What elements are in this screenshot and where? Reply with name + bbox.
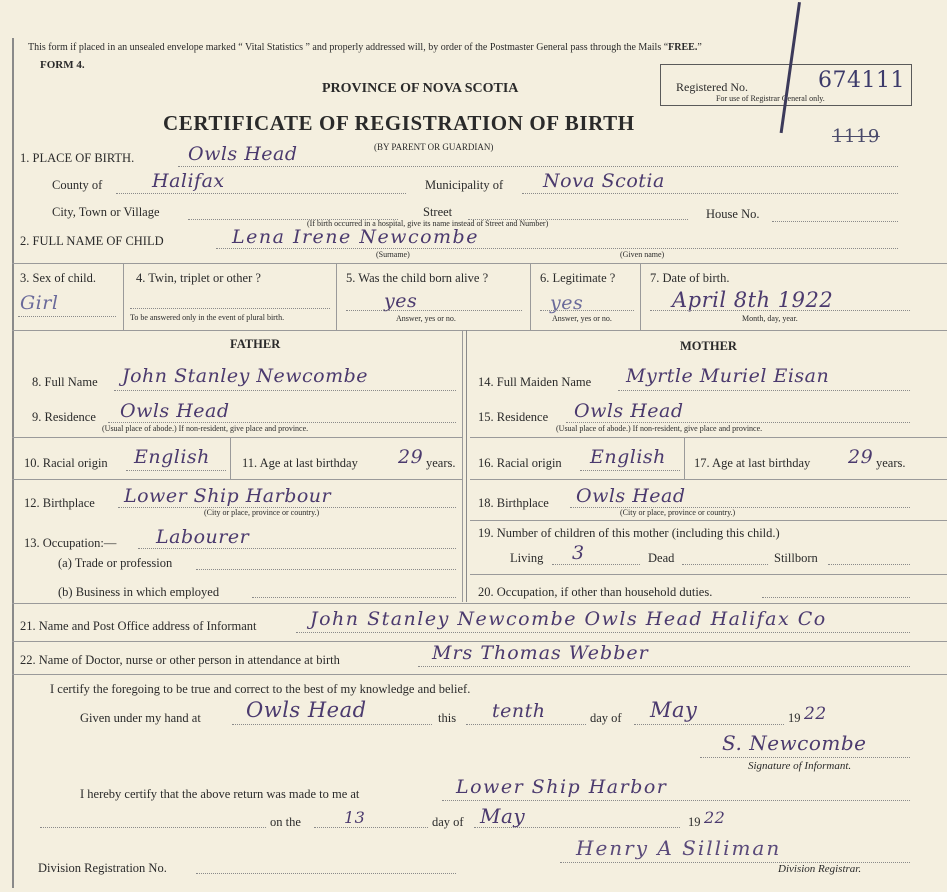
father-residence-value: Owls Head: [120, 400, 230, 422]
registrar-place-line: [442, 800, 910, 801]
street-label: Street: [423, 205, 453, 219]
given-place-value: Owls Head: [246, 698, 367, 722]
father-trade-label: (a) Trade or profession: [58, 556, 173, 570]
certify-month-line: [634, 724, 784, 725]
father-name-value: John Stanley Newcombe: [122, 365, 369, 387]
form-number: FORM 4.: [40, 59, 85, 71]
father-residence-note: (Usual place of abode.) If non-resident, give place and province.: [102, 424, 309, 433]
mother-racial-line: [580, 470, 680, 471]
mother-birthplace-note: (City or place, province or country.): [620, 508, 736, 517]
crossed-number: 1119: [832, 126, 880, 147]
registered-label: Registered No.: [676, 80, 748, 94]
house-line: [772, 221, 898, 222]
mother-living-label: Living: [510, 551, 544, 565]
born-alive-line: [346, 310, 522, 311]
mother-residence-label: 15. Residence: [478, 410, 549, 424]
date-of-birth-note: Month, day, year.: [742, 314, 798, 323]
father-residence-line: [108, 422, 456, 423]
child-name-value: Lena Irene Newcombe: [232, 226, 479, 248]
municipality-line: [522, 193, 898, 194]
left-margin-rule: [12, 38, 14, 888]
mother-racial-value: English: [590, 446, 666, 468]
father-name-label: 8. Full Name: [32, 375, 98, 389]
sex-value: Girl: [20, 292, 59, 314]
mother-birthplace-value: Owls Head: [576, 485, 686, 507]
place-of-birth-value: Owls Head: [188, 143, 298, 165]
mother-rule: [470, 437, 947, 438]
certify-month-value: May: [650, 698, 698, 722]
county-line: [116, 193, 406, 194]
twin-note: To be answered only in the event of plural birth.: [130, 313, 285, 322]
surname-note: (Surname): [376, 250, 410, 259]
mother-stillborn-line: [828, 564, 910, 565]
on-the-label: on the: [270, 815, 301, 829]
father-birthplace-note: (City or place, province or country.): [204, 508, 320, 517]
father-rule: [12, 479, 462, 480]
this-label: this: [438, 711, 457, 725]
place-of-birth-line: [178, 166, 898, 167]
street-note: (If birth occurred in a hospital, give its name instead of Street and Number): [307, 219, 549, 228]
row3-bottom-rule: [12, 330, 947, 331]
legitimate-line: [540, 310, 634, 311]
doctor-line: [418, 666, 910, 667]
twin-label: 4. Twin, triplet or other ?: [136, 271, 261, 285]
certify-year-printed: 19: [788, 711, 801, 725]
parents-divider-inner: [462, 330, 463, 602]
doctor-value: Mrs Thomas Webber: [432, 642, 649, 664]
born-alive-value: yes: [384, 290, 418, 312]
father-business-label: (b) Business in which employed: [58, 585, 220, 599]
county-label: County of: [52, 178, 103, 192]
certify-day-line: [466, 724, 586, 725]
father-name-line: [114, 390, 456, 391]
registrar-day-of-label: day of: [432, 815, 464, 829]
row3-divider: [336, 263, 337, 330]
father-trade-line: [196, 569, 456, 570]
legitimate-note: Answer, yes or no.: [552, 314, 612, 323]
mother-living-line: [552, 564, 640, 565]
division-registration-line: [196, 873, 456, 874]
informant-value: John Stanley Newcombe Owls Head Halifax Co: [310, 608, 827, 630]
registered-number-value: 674111: [818, 68, 905, 93]
registrar-month-line: [474, 827, 680, 828]
informant-signature: S. Newcombe: [722, 731, 867, 755]
twin-line: [130, 308, 330, 309]
signature-of-informant-label: Signature of Informant.: [748, 760, 852, 772]
mother-dead-line: [682, 564, 768, 565]
date-of-birth-value: April 8th 1922: [672, 288, 834, 312]
doctor-label: 22. Name of Doctor, nurse or other person in attendance at birth: [20, 653, 340, 667]
certify-statement: I certify the foregoing to be true and correct to the best of my knowledge and belief.: [50, 682, 471, 696]
mother-rule: [470, 574, 947, 575]
registrar-day-value: 13: [344, 808, 366, 827]
mother-dead-label: Dead: [648, 551, 675, 565]
informant-label: 21. Name and Post Office address of Informant: [20, 619, 257, 633]
registrar-signature: Henry A Silliman: [576, 836, 782, 860]
county-value: Halifax: [152, 170, 225, 192]
mother-name-line: [618, 390, 910, 391]
date-of-birth-line: [650, 310, 910, 311]
mother-birthplace-label: 18. Birthplace: [478, 496, 549, 510]
born-alive-label: 5. Was the child born alive ?: [346, 271, 489, 285]
mother-rule: [470, 520, 947, 521]
row3-divider: [123, 263, 124, 330]
legitimate-value: yes: [550, 292, 584, 314]
father-rule: [12, 437, 462, 438]
informant-line: [296, 632, 910, 633]
mother-years-label: years.: [876, 456, 906, 470]
child-name-line: [216, 248, 898, 249]
father-racial-value: English: [134, 446, 210, 468]
father-age-value: 29: [398, 446, 424, 468]
certificate-title: CERTIFICATE OF REGISTRATION OF BIRTH: [163, 111, 635, 135]
informant-signature-line: [700, 757, 910, 758]
municipality-label: Municipality of: [425, 178, 504, 192]
parents-divider: [466, 330, 467, 602]
mother-name-label: 14. Full Maiden Name: [478, 375, 592, 389]
mother-residence-value: Owls Head: [574, 400, 684, 422]
registrar-day-line: [314, 827, 428, 828]
certify-day-value: tenth: [492, 700, 546, 722]
given-place-line: [232, 724, 432, 725]
father-heading: FATHER: [230, 337, 281, 351]
father-birthplace-value: Lower Ship Harbour: [124, 485, 332, 507]
registered-note: For use of Registrar General only.: [716, 94, 825, 103]
father-racial-line: [126, 470, 226, 471]
born-alive-note: Answer, yes or no.: [396, 314, 456, 323]
mother-name-value: Myrtle Muriel Eisan: [626, 365, 830, 387]
place-of-birth-label: 1. PLACE OF BIRTH.: [20, 151, 135, 165]
registrar-year-value: 22: [704, 808, 726, 827]
mother-residence-note: (Usual place of abode.) If non-resident, give place and province.: [556, 424, 763, 433]
house-label: House No.: [706, 207, 760, 221]
father-residence-label: 9. Residence: [32, 410, 96, 424]
registrar-place-value: Lower Ship Harbor: [456, 776, 668, 798]
certificate-subtitle: (BY PARENT OR GUARDIAN): [374, 142, 494, 152]
father-years-label: years.: [426, 456, 456, 470]
province-heading: PROVINCE OF NOVA SCOTIA: [322, 81, 519, 96]
given-name-note: (Given name): [620, 250, 665, 259]
doctor-rule: [12, 674, 947, 675]
mother-age-value: 29: [848, 446, 874, 468]
street-line: [468, 219, 688, 220]
father-business-line: [252, 597, 456, 598]
mother-residence-line: [566, 422, 910, 423]
row3-top-rule: [12, 263, 947, 264]
mother-occupation-line: [762, 597, 910, 598]
legitimate-label: 6. Legitimate ?: [540, 271, 616, 285]
certify-year-value: 22: [804, 704, 827, 724]
mother-age-divider: [684, 437, 685, 479]
certify-day-of-label: day of: [590, 711, 622, 725]
mother-rule: [470, 479, 947, 480]
father-racial-label: 10. Racial origin: [24, 456, 108, 470]
division-registration-label: Division Registration No.: [38, 861, 167, 875]
mother-children-label: 19. Number of children of this mother (including this child.): [478, 526, 780, 540]
registrar-month-value: May: [480, 804, 526, 828]
division-registrar-label: Division Registrar.: [778, 863, 862, 875]
mother-living-value: 3: [572, 542, 585, 564]
postal-note: This form if placed in an unsealed envelope marked “ Vital Statistics ” and properly addressed will, by order of the Postmaster General pass through the Mails “FREE.”: [28, 42, 702, 53]
father-age-divider: [230, 437, 231, 479]
mother-occupation-label: 20. Occupation, if other than household duties.: [478, 585, 713, 599]
father-occupation-line: [138, 548, 456, 549]
row3-divider: [640, 263, 641, 330]
father-occupation-value: Labourer: [156, 526, 250, 548]
father-occupation-label: 13. Occupation:—: [24, 536, 117, 550]
mother-age-label: 17. Age at last birthday: [694, 456, 811, 470]
sex-line: [18, 316, 116, 317]
father-age-label: 11. Age at last birthday: [242, 456, 358, 470]
sex-label: 3. Sex of child.: [20, 271, 97, 285]
municipality-value: Nova Scotia: [543, 170, 665, 192]
registrar-leader-line: [40, 827, 266, 828]
mother-stillborn-label: Stillborn: [774, 551, 818, 565]
mother-racial-label: 16. Racial origin: [478, 456, 562, 470]
registrar-statement: I hereby certify that the above return was made to me at: [80, 787, 360, 801]
city-label: City, Town or Village: [52, 205, 160, 219]
father-birthplace-label: 12. Birthplace: [24, 496, 95, 510]
registrar-year-printed: 19: [688, 815, 701, 829]
given-under-label: Given under my hand at: [80, 711, 201, 725]
date-of-birth-label: 7. Date of birth.: [650, 271, 730, 285]
child-name-label: 2. FULL NAME OF CHILD: [20, 234, 164, 248]
parents-bottom-rule: [12, 603, 947, 604]
mother-heading: MOTHER: [680, 339, 737, 353]
row3-divider: [530, 263, 531, 330]
